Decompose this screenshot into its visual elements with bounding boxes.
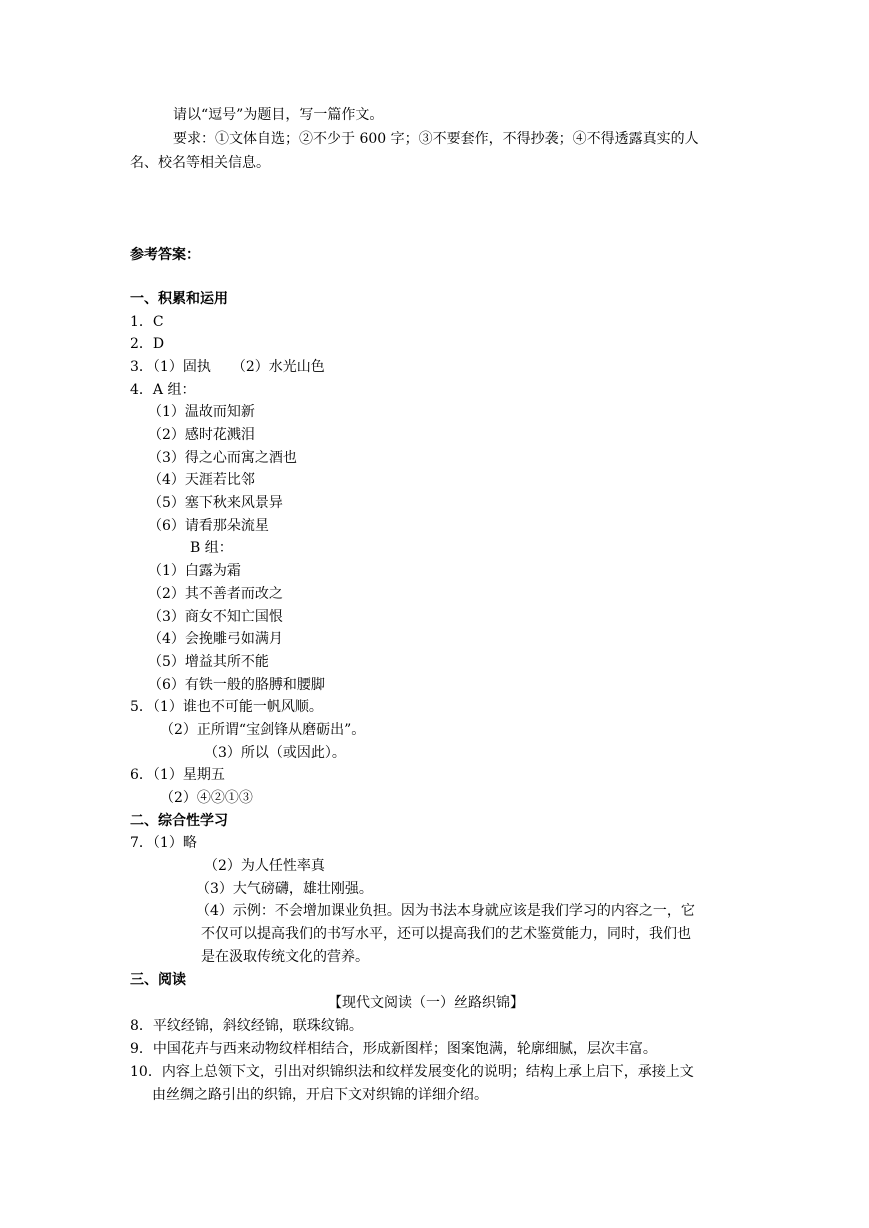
answer-5-part-3: （3）所以（或因此）。 — [204, 745, 346, 761]
group-a-item: （2）感时花溅泪 — [148, 427, 255, 443]
group-b-item: （2）其不善者而改之 — [148, 586, 283, 602]
group-b-item: （5）增益其所不能 — [148, 654, 269, 670]
prompt-line-2: 要求：①文体自选；②不少于 600 字；③不要套作，不得抄袭；④不得透露真实的人 — [173, 131, 699, 147]
group-b-label: B 组： — [190, 540, 233, 556]
answer-4: 4．A 组： — [130, 382, 196, 398]
answer-6: 6．（1）星期五 — [130, 767, 225, 783]
answer-7-part-3: （3）大气磅礴，雄壮刚强。 — [196, 881, 373, 897]
section-2-heading: 二、综合性学习 — [130, 813, 228, 829]
prompt-line-3: 名、校名等相关信息。 — [130, 155, 270, 171]
group-a-item: （5）塞下秋来风景异 — [148, 495, 283, 511]
answer-8: 8．平纹经锦，斜纹经锦，联珠纹锦。 — [130, 1018, 363, 1034]
section-1-heading: 一、积累和运用 — [130, 291, 228, 307]
answer-5-part-2: （2）正所谓“宝剑锋从磨砺出”。 — [160, 722, 366, 738]
answer-2: 2．D — [130, 336, 165, 352]
section-3-heading: 三、阅读 — [130, 972, 186, 988]
group-a-item: （3）得之心而寓之酒也 — [148, 450, 297, 466]
group-b-item: （1）白露为霜 — [148, 563, 241, 579]
prompt-line-1: 请以“逗号”为题目，写一篇作文。 — [173, 107, 384, 123]
answers-title: 参考答案： — [130, 247, 200, 263]
answer-7-part-4-line-3: 是在汲取传统文化的营养。 — [201, 949, 369, 965]
group-b-item: （3）商女不知亡国恨 — [148, 609, 283, 625]
group-a-item: （6）请看那朵流星 — [148, 518, 269, 534]
group-b-item: （4）会挽雕弓如满月 — [148, 631, 283, 647]
answer-5: 5．（1）谁也不可能一帆风顺。 — [130, 699, 323, 715]
answer-7: 7．（1）略 — [130, 835, 197, 851]
answer-9: 9．中国花卉与西来动物纹样相结合，形成新图样；图案饱满，轮廓细腻，层次丰富。 — [130, 1041, 657, 1057]
answer-6-part-2: （2）④②①③ — [160, 790, 253, 806]
answer-1: 1．C — [130, 314, 164, 330]
answer-7-part-4-line-2: 不仅可以提高我们的书写水平，还可以提高我们的艺术鉴赏能力，同时，我们也 — [201, 926, 691, 942]
answer-7-part-4-line-1: （4）示例：不会增加课业负担。因为书法本身就应该是我们学习的内容之一，它 — [196, 903, 695, 919]
group-a-item: （4）天涯若比邻 — [148, 472, 255, 488]
answer-10-line-1: 10．内容上总领下文，引出对织锦织法和纹样发展变化的说明；结构上承上启下，承接上文 — [130, 1064, 694, 1080]
answer-10-line-2: 由丝绸之路引出的织锦，开启下文对织锦的详细介绍。 — [152, 1087, 488, 1103]
answer-3: 3．（1）固执 （2）水光山色 — [130, 359, 325, 375]
group-a-item: （1）温故而知新 — [148, 404, 255, 420]
reading-subtitle: 【现代文阅读（一）丝路织锦】 — [328, 995, 524, 1011]
group-b-item: （6）有铁一般的胳膊和腰脚 — [148, 677, 325, 693]
answer-7-part-2: （2）为人任性率真 — [204, 858, 325, 874]
